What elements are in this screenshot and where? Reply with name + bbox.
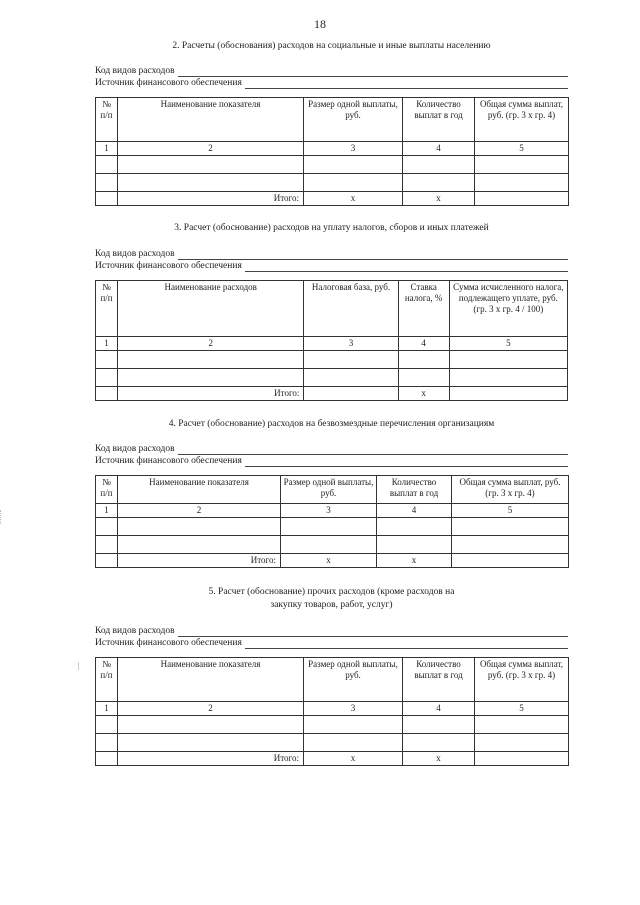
total-x: х <box>304 192 403 206</box>
col-num-4: 4 <box>403 702 475 716</box>
cell[interactable] <box>377 518 452 536</box>
total-row <box>96 752 569 766</box>
total-x: х <box>403 192 475 206</box>
expense-code-label: Код видов расходов <box>95 66 175 76</box>
funding-source-field <box>95 455 568 467</box>
cell[interactable] <box>398 351 449 369</box>
expense-code-line[interactable] <box>178 249 568 260</box>
col-num-3: 3 <box>304 702 403 716</box>
col-num-3: 3 <box>304 337 398 351</box>
total-x: х <box>403 752 475 766</box>
col-num-1: 1 <box>96 337 118 351</box>
header-number: № п/п <box>96 281 118 337</box>
cell[interactable] <box>398 369 449 387</box>
section-free-transfers <box>95 418 568 568</box>
col-num-4: 4 <box>398 337 449 351</box>
cell <box>96 387 118 401</box>
col-num-2: 2 <box>118 504 281 518</box>
cell[interactable] <box>118 174 304 192</box>
cell[interactable] <box>118 369 304 387</box>
header-payments-count: Количество выплат в год <box>403 98 475 142</box>
cell[interactable] <box>304 716 403 734</box>
total-value-cell[interactable] <box>452 554 569 568</box>
calculation-table <box>95 657 569 766</box>
cell[interactable] <box>475 734 569 752</box>
header-name: Наименование показателя <box>118 476 281 504</box>
total-x: х <box>398 387 449 401</box>
cell[interactable] <box>304 156 403 174</box>
section-title: 5. Расчет (обоснование) прочих расходов (кроме расходов на закупку товаров, работ, услуг) <box>208 587 455 610</box>
cell[interactable] <box>304 369 398 387</box>
funding-source-label: Источник финансового обеспечения <box>95 638 242 648</box>
table-row <box>96 156 569 174</box>
funding-source-label: Источник финансового обеспечения <box>95 456 242 466</box>
col-num-5: 5 <box>475 142 569 156</box>
cell[interactable] <box>403 716 475 734</box>
cell[interactable] <box>304 351 398 369</box>
total-value-cell[interactable] <box>475 192 569 206</box>
total-label: Итого: <box>118 192 304 206</box>
cell[interactable] <box>96 369 118 387</box>
funding-source-line[interactable] <box>245 261 568 272</box>
cell[interactable] <box>475 174 569 192</box>
funding-source-label: Источник финансового обеспечения <box>95 78 242 88</box>
total-row <box>96 554 569 568</box>
cell[interactable] <box>281 518 377 536</box>
cell <box>96 192 118 206</box>
calculation-table <box>95 475 569 568</box>
cell <box>96 554 118 568</box>
cell[interactable] <box>377 536 452 554</box>
header-payment-size: Размер одной выплаты, руб. <box>304 98 403 142</box>
cell <box>96 752 118 766</box>
funding-source-field <box>95 637 568 649</box>
col-num-3: 3 <box>304 142 403 156</box>
scan-edge-mark <box>0 510 4 524</box>
cell[interactable] <box>475 716 569 734</box>
total-value-cell[interactable] <box>449 387 567 401</box>
col-num-4: 4 <box>403 142 475 156</box>
funding-source-line[interactable] <box>245 78 568 89</box>
table-row <box>96 734 569 752</box>
page-number: 18 <box>314 17 326 31</box>
funding-source-line[interactable] <box>245 456 568 467</box>
col-num-1: 1 <box>96 504 118 518</box>
table-row <box>96 351 568 369</box>
funding-source-line[interactable] <box>245 638 568 649</box>
funding-source-field <box>95 260 568 272</box>
header-number: № п/п <box>96 476 118 504</box>
section-title: 4. Расчет (обоснование) расходов на безвозмездные перечисления организациям <box>168 419 495 429</box>
cell[interactable] <box>475 156 569 174</box>
table-row <box>96 369 568 387</box>
total-x: х <box>304 752 403 766</box>
cell[interactable] <box>118 536 281 554</box>
col-num-2: 2 <box>118 337 304 351</box>
expense-code-line[interactable] <box>178 444 568 455</box>
header-payment-size: Размер одной выплаты, руб. <box>304 658 403 702</box>
header-total-sum: Общая сумма выплат, руб. (гр. 3 х гр. 4) <box>452 476 569 504</box>
cell[interactable] <box>96 536 118 554</box>
cell[interactable] <box>452 536 569 554</box>
cell[interactable] <box>403 734 475 752</box>
col-num-5: 5 <box>449 337 567 351</box>
col-num-5: 5 <box>475 702 569 716</box>
cell[interactable] <box>96 734 118 752</box>
column-numbers-row <box>96 504 569 518</box>
expense-code-line[interactable] <box>178 626 568 637</box>
funding-source-label: Источник финансового обеспечения <box>95 261 242 271</box>
column-numbers-row <box>96 142 569 156</box>
cell[interactable] <box>281 536 377 554</box>
section-taxes <box>95 222 568 401</box>
table-row <box>96 536 569 554</box>
header-number: № п/п <box>96 658 118 702</box>
expense-code-field <box>95 65 568 77</box>
cell[interactable] <box>118 734 304 752</box>
expense-code-field <box>95 625 568 637</box>
cell[interactable] <box>96 518 118 536</box>
section-title: 3. Расчет (обоснование) расходов на уплату налогов, сборов и иных платежей <box>174 223 489 233</box>
table-row <box>96 716 569 734</box>
col-num-2: 2 <box>118 142 304 156</box>
expense-code-label: Код видов расходов <box>95 249 175 259</box>
header-payments-count: Количество выплат в год <box>403 658 475 702</box>
header-tax-sum: Сумма исчисленного налога, подлежащего уплате, руб. (гр. 3 х гр. 4 / 100) <box>449 281 567 337</box>
cell[interactable] <box>449 369 567 387</box>
header-total-sum: Общая сумма выплат, руб. (гр. 3 х гр. 4) <box>475 658 569 702</box>
total-x: х <box>377 554 452 568</box>
cell[interactable] <box>96 716 118 734</box>
header-name: Наименование показателя <box>118 658 304 702</box>
column-numbers-row <box>96 702 569 716</box>
header-payment-size: Размер одной выплаты, руб. <box>281 476 377 504</box>
calculation-table <box>95 280 568 401</box>
cell[interactable] <box>403 174 475 192</box>
table-row <box>96 518 569 536</box>
total-value-cell[interactable] <box>304 387 398 401</box>
cell[interactable] <box>96 174 118 192</box>
header-total-sum: Общая сумма выплат, руб. (гр. 3 х гр. 4) <box>475 98 569 142</box>
expense-code-field <box>95 443 568 455</box>
cell[interactable] <box>118 518 281 536</box>
table-row <box>96 174 569 192</box>
expense-code-line[interactable] <box>178 66 568 77</box>
header-payments-count: Количество выплат в год <box>377 476 452 504</box>
header-name: Наименование расходов <box>118 281 304 337</box>
col-num-5: 5 <box>452 504 569 518</box>
cell[interactable] <box>403 156 475 174</box>
header-name: Наименование показателя <box>118 98 304 142</box>
calculation-table <box>95 97 569 206</box>
total-label: Итого: <box>118 387 304 401</box>
cell[interactable] <box>118 351 304 369</box>
expense-code-field <box>95 248 568 260</box>
section-title: 2. Расчеты (обоснования) расходов на социальные и иные выплаты населению <box>172 41 491 51</box>
cell[interactable] <box>304 734 403 752</box>
col-num-1: 1 <box>96 142 118 156</box>
section-other-expenses <box>95 586 568 766</box>
col-num-4: 4 <box>377 504 452 518</box>
cell[interactable] <box>118 156 304 174</box>
total-label: Итого: <box>118 752 304 766</box>
col-num-1: 1 <box>96 702 118 716</box>
expense-code-label: Код видов расходов <box>95 626 175 636</box>
header-tax-rate: Ставка налога, % <box>398 281 449 337</box>
column-numbers-row <box>96 337 568 351</box>
section-social-payments <box>95 40 568 206</box>
header-number: № п/п <box>96 98 118 142</box>
header-tax-base: Налоговая база, руб. <box>304 281 398 337</box>
total-label: Итого: <box>118 554 281 568</box>
scan-edge-mark <box>78 662 81 670</box>
funding-source-field <box>95 77 568 89</box>
total-value-cell[interactable] <box>475 752 569 766</box>
total-x: х <box>281 554 377 568</box>
total-row <box>96 387 568 401</box>
total-row <box>96 192 569 206</box>
cell[interactable] <box>452 518 569 536</box>
cell[interactable] <box>96 351 118 369</box>
expense-code-label: Код видов расходов <box>95 444 175 454</box>
cell[interactable] <box>118 716 304 734</box>
col-num-3: 3 <box>281 504 377 518</box>
col-num-2: 2 <box>118 702 304 716</box>
cell[interactable] <box>449 351 567 369</box>
cell[interactable] <box>304 174 403 192</box>
cell[interactable] <box>96 156 118 174</box>
